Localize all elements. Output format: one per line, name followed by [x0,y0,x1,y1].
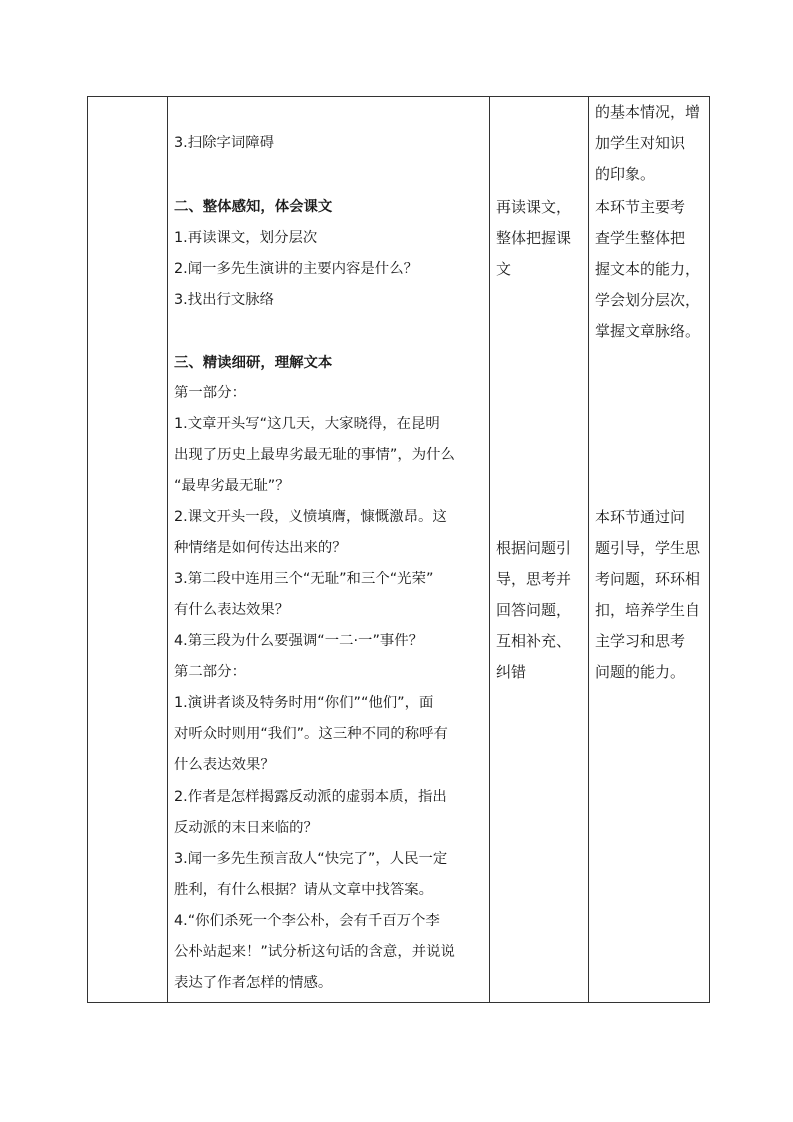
intent-line: 掌握文章脉络。 [595,322,701,340]
content-line: 4.第三段为什么要强调“一二·一”事件？ [174,633,424,649]
intent-line: 的印象。 [595,165,656,183]
activity-line: 纠错 [496,663,527,681]
intent-line: 加学生对知识 [595,134,686,152]
table-row [88,97,710,1003]
intent-line: 主学习和思考 [595,632,686,650]
content-line: 1.文章开头写“这几天，大家晓得，在昆明 [174,416,440,432]
content-line: 1.演讲者谈及特务时用“你们”“他们”，面 [174,695,434,711]
content-line: 2.闻一多先生演讲的主要内容是什么？ [174,261,418,277]
intent-line: 学会划分层次， [595,291,701,309]
section-heading: 二、整体感知，体会课文 [174,199,333,215]
content-line: 第二部分： [174,664,246,680]
content-line: 出现了历史上最卑劣最无耻的事情”，为什么 [174,447,455,463]
content-line: 2.课文开头一段，义愤填膺，慷慨激昂。这 [174,509,447,525]
activity-line: 再读课文， [496,198,572,216]
design-intent-cell [589,97,710,1003]
activity-line: 根据问题引 [496,539,572,557]
content-line: “最卑劣最无耻”？ [174,478,290,494]
intent-line: 握文本的能力， [595,260,701,278]
teaching-content-cell [168,97,490,1003]
activity-line: 互相补充、 [496,632,572,650]
intent-line: 本环节主要考 [595,198,686,216]
student-activity-cell [490,97,589,1003]
content-line: 胜利，有什么根据？请从文章中找答案。 [174,882,434,898]
intent-line: 扣，培养学生自 [595,601,701,619]
section-heading: 三、精读细研，理解文本 [174,355,333,371]
intent-line: 考问题，环环相 [595,570,701,588]
content-line: 3.闻一多先生预言敌人“快完了”，人民一定 [174,851,448,867]
activity-line: 导，思考并 [496,570,572,588]
content-line: 什么表达效果？ [174,757,275,773]
empty-cell [88,97,168,1003]
content-line: 3.扫除字词障碍 [174,135,275,151]
content-line: 2.作者是怎样揭露反动派的虚弱本质，指出 [174,789,447,805]
content-line: 公朴站起来！”试分析这句话的含意，并说说 [174,944,455,960]
intent-line: 查学生整体把 [595,229,686,247]
activity-line: 文 [496,260,512,278]
content-line: 对听众时则用“我们”。这三种不同的称呼有 [174,726,448,742]
intent-line: 本环节通过问 [595,508,686,526]
content-line: 1.再读课文，划分层次 [174,230,318,246]
lesson-plan-table [87,96,710,1003]
intent-line: 问题的能力。 [595,663,686,681]
content-line: 种情绪是如何传达出来的？ [174,540,347,556]
content-line: 反动派的末日来临的？ [174,820,318,836]
intent-line: 的基本情况，增 [595,103,701,121]
content-line: 表达了作者怎样的情感。 [174,975,333,991]
content-line: 有什么表达效果？ [174,602,290,618]
content-line: 3.找出行文脉络 [174,292,275,308]
activity-line: 回答问题， [496,601,572,619]
content-line: 第一部分： [174,385,246,401]
content-line: 3.第二段中连用三个“无耻”和三个“光荣” [174,571,434,587]
activity-line: 整体把握课 [496,229,572,247]
content-line: 4.“你们杀死一个李公朴，会有千百万个李 [174,913,440,929]
intent-line: 题引导，学生思 [595,539,701,557]
